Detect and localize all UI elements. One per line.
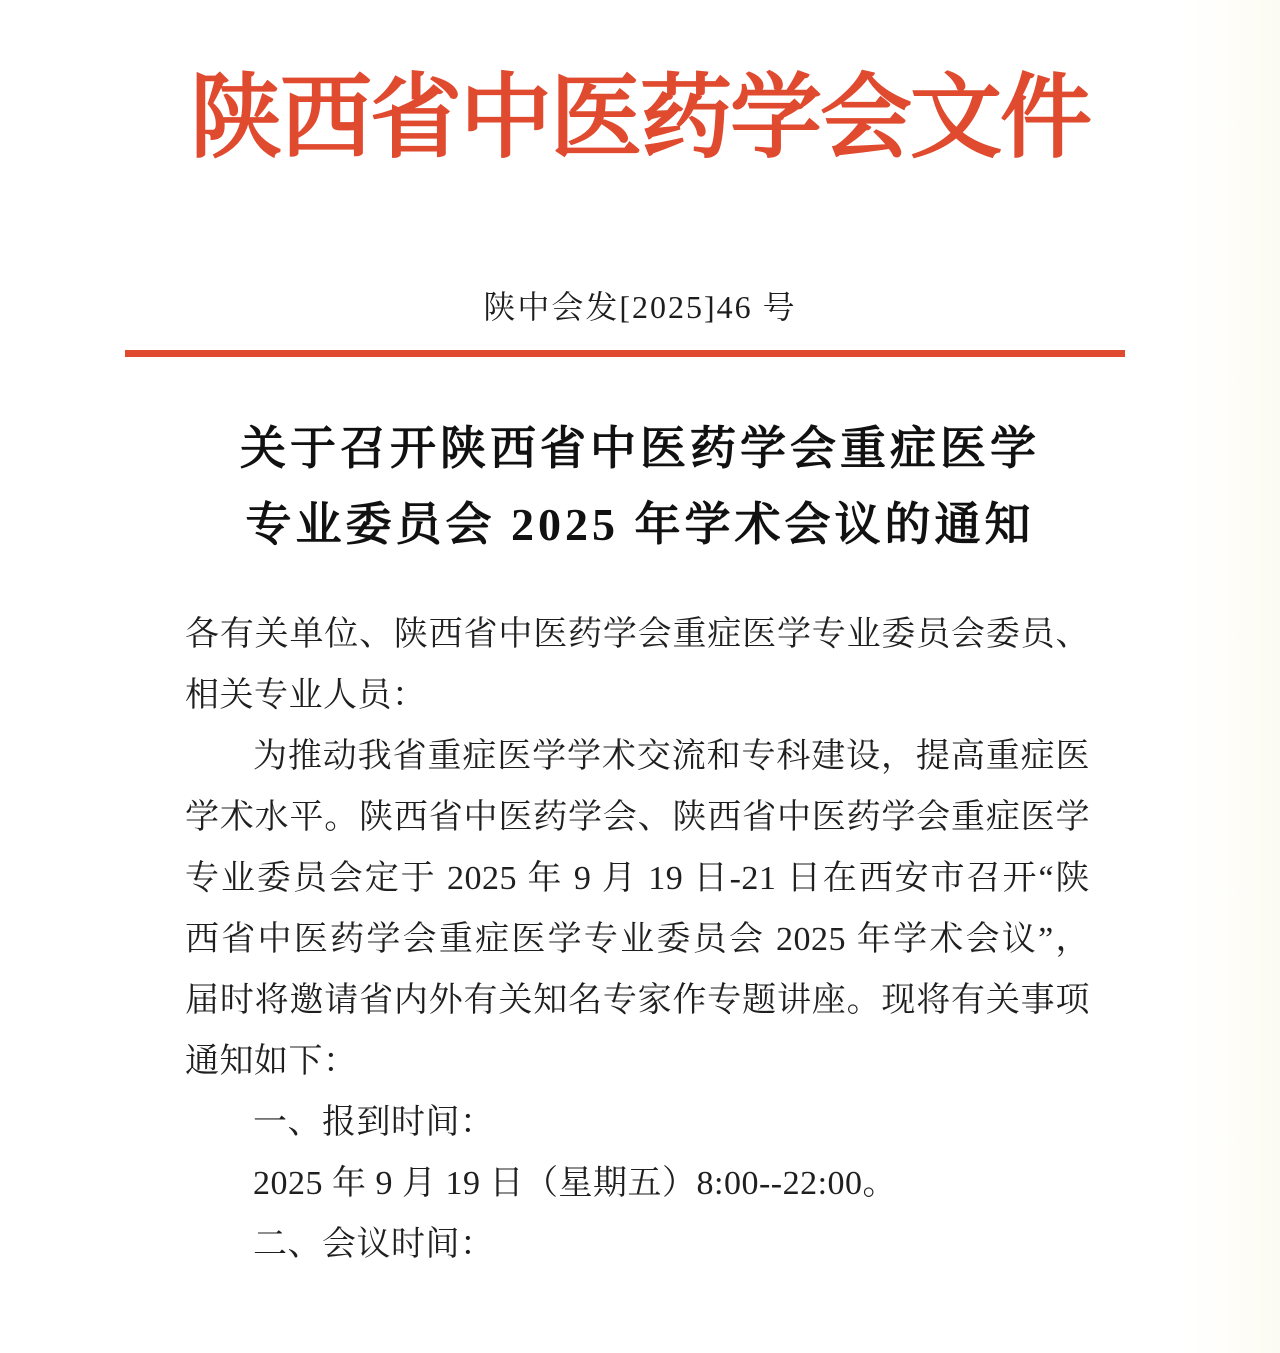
notice-title-line-1: 关于召开陕西省中医药学会重症医学 [240, 423, 1040, 474]
notice-body [185, 604, 1090, 1275]
notice-title [0, 411, 1280, 563]
registration-time-line: 2025 年 9 月 19 日（星期五）8:00--22:00。 [253, 1165, 898, 1202]
letterhead-org-title: 陕西省中医药学会文件 [189, 67, 1090, 169]
intro-paragraph-line-2: 学术水平。陕西省中医药学会、陕西省中医药学会重症医学 [185, 799, 1090, 836]
notice-title-line-2: 专业委员会 2025 年学术会议的通知 [245, 499, 1035, 550]
addressee-line-2: 相关专业人员： [185, 677, 427, 714]
section-1-heading: 一、报到时间： [253, 1104, 495, 1141]
section-2-heading: 二、会议时间： [253, 1226, 495, 1263]
intro-paragraph-line-4: 西省中医药学会重症医学专业委员会 2025 年学术会议”， [185, 921, 1090, 958]
intro-paragraph-line-3: 专业委员会定于 2025 年 9 月 19 日-21 日在西安市召开“陕 [185, 860, 1090, 897]
addressee-line-1: 各有关单位、陕西省中医药学会重症医学专业委员会委员、 [185, 616, 1090, 653]
intro-paragraph-line-1: 为推动我省重症医学学术交流和专科建设，提高重症医 [253, 738, 1090, 775]
intro-paragraph-line-5: 届时将邀请省内外有关知名专家作专题讲座。现将有关事项 [185, 982, 1090, 1019]
intro-paragraph-line-6: 通知如下： [185, 1043, 358, 1080]
document-number: 陕中会发[2025]46 号 [483, 289, 797, 325]
red-rule-divider [125, 350, 1125, 357]
